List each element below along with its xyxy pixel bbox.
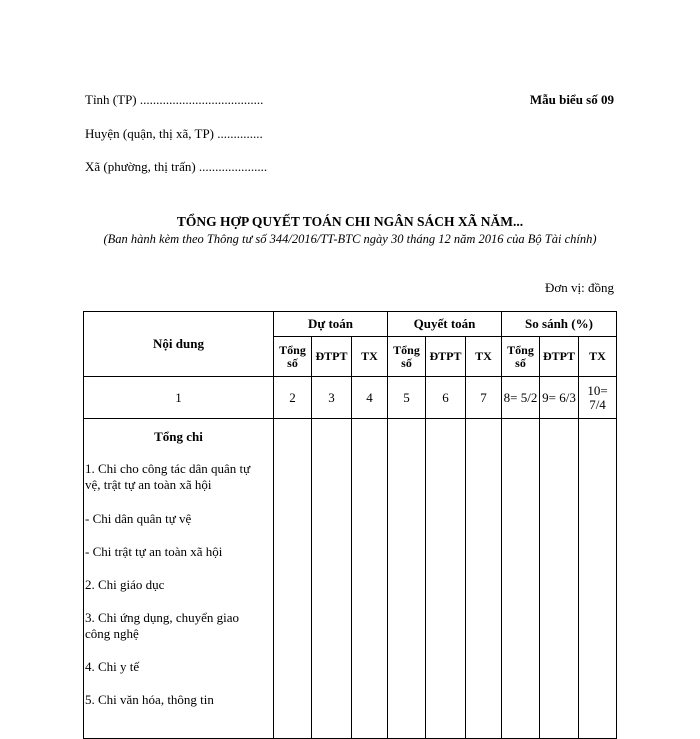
data-column <box>388 419 426 739</box>
index-cell: 6 <box>426 377 466 419</box>
data-column <box>274 419 312 739</box>
index-cell: 4 <box>352 377 388 419</box>
row-item: - Chi dân quân tự vệ <box>85 511 192 526</box>
sub-header: TX <box>466 337 502 377</box>
row-item: 5. Chi văn hóa, thông tin <box>85 692 214 707</box>
row-item: 3. Chi ứng dụng, chuyển giao công nghệ <box>85 610 240 641</box>
row-total: Tổng chi <box>154 429 203 444</box>
header-content: Nội dung <box>84 312 274 377</box>
sub-header: ĐTPT <box>540 337 579 377</box>
row-item: 4. Chi y tế <box>85 659 140 674</box>
sub-header: Tổng số <box>274 337 312 377</box>
data-column <box>502 419 540 739</box>
sub-header: TX <box>352 337 388 377</box>
sub-header: ĐTPT <box>312 337 352 377</box>
index-cell: 8= 5/2 <box>502 377 540 419</box>
form-number: Mẫu biểu số 09 <box>529 92 614 107</box>
data-column <box>466 419 502 739</box>
data-column <box>312 419 352 739</box>
index-cell: 3 <box>312 377 352 419</box>
data-column <box>579 419 617 739</box>
document-subtitle: (Ban hành kèm theo Thông tư số 344/2016/TT-BTC ngày 30 tháng 12 năm 2016 của Bộ Tài chính) <box>103 232 597 246</box>
sub-header: ĐTPT <box>426 337 466 377</box>
index-cell: 1 <box>84 377 274 419</box>
index-cell: 10= 7/4 <box>579 377 617 419</box>
sub-header: TX <box>579 337 617 377</box>
data-column <box>426 419 466 739</box>
index-cell: 7 <box>466 377 502 419</box>
province-line: Tỉnh (TP) ...................................... <box>85 92 264 107</box>
header-estimate: Dự toán <box>274 312 388 337</box>
data-column <box>352 419 388 739</box>
unit-label: Đơn vị: đồng <box>545 280 614 295</box>
index-cell: 2 <box>274 377 312 419</box>
document-title: TỔNG HỢP QUYẾT TOÁN CHI NGÂN SÁCH XÃ NĂM... <box>176 214 524 229</box>
settlement-table <box>83 311 617 739</box>
header-settlement: Quyết toán <box>388 312 502 337</box>
district-line: Huyện (quận, thị xã, TP) .............. <box>85 126 263 141</box>
index-cell: 9= 6/3 <box>540 377 579 419</box>
row-item: - Chi trật tự an toàn xã hội <box>85 544 223 559</box>
data-column <box>540 419 579 739</box>
row-item: 2. Chi giáo dục <box>85 577 165 592</box>
sub-header: Tổng số <box>502 337 540 377</box>
header-comparison: So sánh (%) <box>502 312 617 337</box>
index-cell: 5 <box>388 377 426 419</box>
row-item: 1. Chi cho công tác dân quân tự vệ, trật tự an toàn xã hội <box>85 461 251 492</box>
sub-header: Tổng số <box>388 337 426 377</box>
commune-line: Xã (phường, thị trấn) ..................... <box>85 159 268 174</box>
content-column <box>84 419 274 739</box>
